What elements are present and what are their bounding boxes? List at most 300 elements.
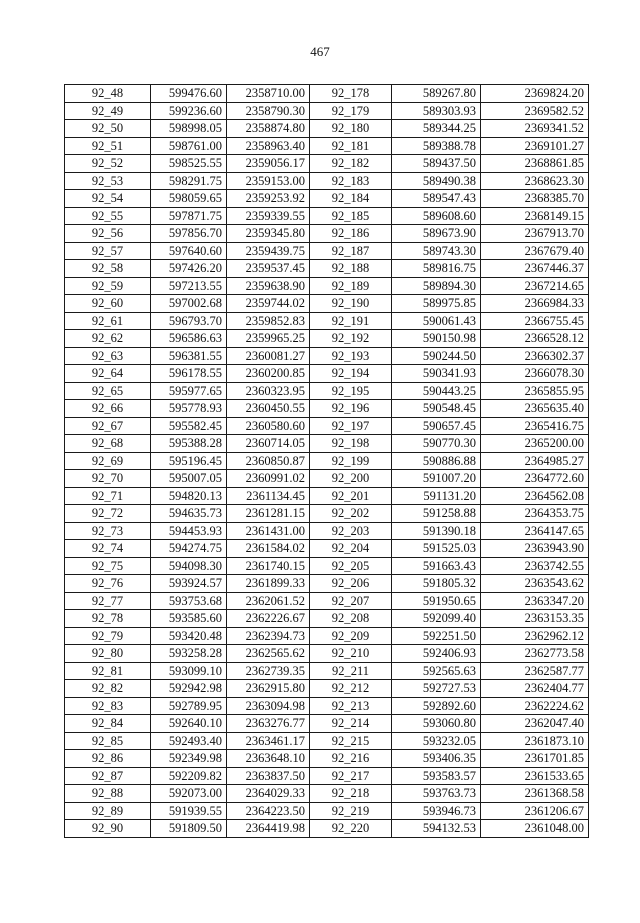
- y-coord-right-cell: 2369582.52: [481, 102, 589, 120]
- point-id-left-cell: 92_73: [65, 522, 151, 540]
- x-coord-left-cell: 598761.00: [151, 137, 227, 155]
- y-coord-right-cell: 2367679.40: [481, 242, 589, 260]
- x-coord-right-cell: 589975.85: [392, 295, 481, 313]
- y-coord-left-cell: 2359345.80: [227, 225, 310, 243]
- x-coord-left-cell: 596586.63: [151, 330, 227, 348]
- x-coord-left-cell: 591809.50: [151, 820, 227, 838]
- x-coord-right-cell: 589303.93: [392, 102, 481, 120]
- table-row: [65, 137, 589, 155]
- point-id-left-cell: 92_63: [65, 347, 151, 365]
- point-id-right-cell: 92_212: [310, 680, 392, 698]
- x-coord-right-cell: 589608.60: [392, 207, 481, 225]
- x-coord-right-cell: 593763.73: [392, 785, 481, 803]
- y-coord-left-cell: 2359439.75: [227, 242, 310, 260]
- point-id-right-cell: 92_202: [310, 505, 392, 523]
- point-id-left-cell: 92_62: [65, 330, 151, 348]
- y-coord-right-cell: 2365635.40: [481, 400, 589, 418]
- point-id-left-cell: 92_79: [65, 627, 151, 645]
- table-row: [65, 487, 589, 505]
- x-coord-left-cell: 595778.93: [151, 400, 227, 418]
- x-coord-left-cell: 595007.05: [151, 470, 227, 488]
- y-coord-right-cell: 2362224.62: [481, 697, 589, 715]
- point-id-left-cell: 92_52: [65, 155, 151, 173]
- point-id-left-cell: 92_85: [65, 732, 151, 750]
- y-coord-left-cell: 2360081.27: [227, 347, 310, 365]
- y-coord-left-cell: 2363461.17: [227, 732, 310, 750]
- point-id-right-cell: 92_218: [310, 785, 392, 803]
- x-coord-left-cell: 594635.73: [151, 505, 227, 523]
- table-row: [65, 85, 589, 103]
- point-id-right-cell: 92_194: [310, 365, 392, 383]
- table-row: [65, 470, 589, 488]
- y-coord-right-cell: 2366528.12: [481, 330, 589, 348]
- x-coord-right-cell: 594132.53: [392, 820, 481, 838]
- point-id-right-cell: 92_203: [310, 522, 392, 540]
- y-coord-right-cell: 2362773.58: [481, 645, 589, 663]
- x-coord-right-cell: 591663.43: [392, 557, 481, 575]
- table-row: [65, 452, 589, 470]
- point-id-left-cell: 92_90: [65, 820, 151, 838]
- y-coord-left-cell: 2359339.55: [227, 207, 310, 225]
- x-coord-left-cell: 595582.45: [151, 417, 227, 435]
- y-coord-left-cell: 2362061.52: [227, 592, 310, 610]
- x-coord-right-cell: 592099.40: [392, 610, 481, 628]
- x-coord-right-cell: 591525.03: [392, 540, 481, 558]
- table-row: [65, 680, 589, 698]
- y-coord-right-cell: 2369101.27: [481, 137, 589, 155]
- y-coord-right-cell: 2364562.08: [481, 487, 589, 505]
- point-id-right-cell: 92_189: [310, 277, 392, 295]
- x-coord-left-cell: 592209.82: [151, 767, 227, 785]
- y-coord-left-cell: 2362226.67: [227, 610, 310, 628]
- point-id-left-cell: 92_89: [65, 802, 151, 820]
- point-id-right-cell: 92_215: [310, 732, 392, 750]
- point-id-left-cell: 92_55: [65, 207, 151, 225]
- x-coord-left-cell: 598998.05: [151, 120, 227, 138]
- point-id-right-cell: 92_180: [310, 120, 392, 138]
- y-coord-right-cell: 2368149.15: [481, 207, 589, 225]
- x-coord-left-cell: 598291.75: [151, 172, 227, 190]
- table-row: [65, 207, 589, 225]
- y-coord-left-cell: 2362565.62: [227, 645, 310, 663]
- y-coord-right-cell: 2362587.77: [481, 662, 589, 680]
- y-coord-right-cell: 2369341.52: [481, 120, 589, 138]
- x-coord-left-cell: 597856.70: [151, 225, 227, 243]
- table-row: [65, 592, 589, 610]
- y-coord-right-cell: 2363153.35: [481, 610, 589, 628]
- x-coord-left-cell: 593924.57: [151, 575, 227, 593]
- y-coord-left-cell: 2361584.02: [227, 540, 310, 558]
- y-coord-left-cell: 2363094.98: [227, 697, 310, 715]
- point-id-right-cell: 92_178: [310, 85, 392, 103]
- table-row: [65, 347, 589, 365]
- y-coord-left-cell: 2359537.45: [227, 260, 310, 278]
- y-coord-left-cell: 2359852.83: [227, 312, 310, 330]
- point-id-right-cell: 92_198: [310, 435, 392, 453]
- point-id-right-cell: 92_188: [310, 260, 392, 278]
- y-coord-right-cell: 2362047.40: [481, 715, 589, 733]
- point-id-left-cell: 92_83: [65, 697, 151, 715]
- table-row: [65, 190, 589, 208]
- point-id-left-cell: 92_80: [65, 645, 151, 663]
- y-coord-right-cell: 2369824.20: [481, 85, 589, 103]
- y-coord-right-cell: 2366302.37: [481, 347, 589, 365]
- point-id-right-cell: 92_184: [310, 190, 392, 208]
- y-coord-left-cell: 2358874.80: [227, 120, 310, 138]
- point-id-left-cell: 92_48: [65, 85, 151, 103]
- coordinates-table-body: [65, 85, 589, 838]
- y-coord-left-cell: 2359965.25: [227, 330, 310, 348]
- table-row: [65, 435, 589, 453]
- x-coord-left-cell: 598525.55: [151, 155, 227, 173]
- y-coord-left-cell: 2359744.02: [227, 295, 310, 313]
- point-id-right-cell: 92_213: [310, 697, 392, 715]
- y-coord-right-cell: 2363943.90: [481, 540, 589, 558]
- x-coord-right-cell: 590061.43: [392, 312, 481, 330]
- point-id-right-cell: 92_193: [310, 347, 392, 365]
- point-id-right-cell: 92_183: [310, 172, 392, 190]
- point-id-right-cell: 92_220: [310, 820, 392, 838]
- point-id-right-cell: 92_187: [310, 242, 392, 260]
- x-coord-left-cell: 596793.70: [151, 312, 227, 330]
- point-id-right-cell: 92_199: [310, 452, 392, 470]
- point-id-right-cell: 92_197: [310, 417, 392, 435]
- point-id-left-cell: 92_65: [65, 382, 151, 400]
- y-coord-right-cell: 2365200.00: [481, 435, 589, 453]
- point-id-left-cell: 92_82: [65, 680, 151, 698]
- point-id-left-cell: 92_54: [65, 190, 151, 208]
- x-coord-left-cell: 597640.60: [151, 242, 227, 260]
- point-id-left-cell: 92_74: [65, 540, 151, 558]
- x-coord-left-cell: 592789.95: [151, 697, 227, 715]
- y-coord-right-cell: 2366078.30: [481, 365, 589, 383]
- x-coord-right-cell: 590886.88: [392, 452, 481, 470]
- table-row: [65, 732, 589, 750]
- table-row: [65, 662, 589, 680]
- point-id-left-cell: 92_57: [65, 242, 151, 260]
- point-id-right-cell: 92_205: [310, 557, 392, 575]
- x-coord-left-cell: 592493.40: [151, 732, 227, 750]
- point-id-right-cell: 92_192: [310, 330, 392, 348]
- point-id-right-cell: 92_207: [310, 592, 392, 610]
- point-id-left-cell: 92_75: [65, 557, 151, 575]
- y-coord-left-cell: 2361281.15: [227, 505, 310, 523]
- table-row: [65, 767, 589, 785]
- table-row: [65, 417, 589, 435]
- table-row: [65, 330, 589, 348]
- table-row: [65, 750, 589, 768]
- y-coord-left-cell: 2358790.30: [227, 102, 310, 120]
- point-id-right-cell: 92_182: [310, 155, 392, 173]
- table-row: [65, 505, 589, 523]
- table-row: [65, 697, 589, 715]
- x-coord-left-cell: 596381.55: [151, 347, 227, 365]
- y-coord-right-cell: 2363543.62: [481, 575, 589, 593]
- y-coord-left-cell: 2358963.40: [227, 137, 310, 155]
- point-id-left-cell: 92_66: [65, 400, 151, 418]
- point-id-right-cell: 92_185: [310, 207, 392, 225]
- x-coord-right-cell: 590548.45: [392, 400, 481, 418]
- point-id-left-cell: 92_87: [65, 767, 151, 785]
- x-coord-right-cell: 589344.25: [392, 120, 481, 138]
- table-row: [65, 540, 589, 558]
- point-id-left-cell: 92_77: [65, 592, 151, 610]
- x-coord-left-cell: 593420.48: [151, 627, 227, 645]
- x-coord-left-cell: 598059.65: [151, 190, 227, 208]
- x-coord-right-cell: 591007.20: [392, 470, 481, 488]
- x-coord-right-cell: 589388.78: [392, 137, 481, 155]
- y-coord-right-cell: 2361048.00: [481, 820, 589, 838]
- y-coord-left-cell: 2363648.10: [227, 750, 310, 768]
- table-row: [65, 522, 589, 540]
- y-coord-left-cell: 2359056.17: [227, 155, 310, 173]
- table-row: [65, 120, 589, 138]
- x-coord-right-cell: 589743.30: [392, 242, 481, 260]
- point-id-left-cell: 92_56: [65, 225, 151, 243]
- x-coord-left-cell: 597213.55: [151, 277, 227, 295]
- y-coord-left-cell: 2359253.92: [227, 190, 310, 208]
- y-coord-right-cell: 2368385.70: [481, 190, 589, 208]
- y-coord-right-cell: 2361701.85: [481, 750, 589, 768]
- x-coord-right-cell: 589673.90: [392, 225, 481, 243]
- x-coord-right-cell: 590150.98: [392, 330, 481, 348]
- x-coord-right-cell: 592892.60: [392, 697, 481, 715]
- x-coord-right-cell: 592406.93: [392, 645, 481, 663]
- x-coord-left-cell: 599476.60: [151, 85, 227, 103]
- x-coord-right-cell: 592251.50: [392, 627, 481, 645]
- y-coord-left-cell: 2362915.80: [227, 680, 310, 698]
- y-coord-left-cell: 2360580.60: [227, 417, 310, 435]
- x-coord-right-cell: 593232.05: [392, 732, 481, 750]
- point-id-left-cell: 92_71: [65, 487, 151, 505]
- y-coord-right-cell: 2368861.85: [481, 155, 589, 173]
- y-coord-right-cell: 2363742.55: [481, 557, 589, 575]
- y-coord-left-cell: 2361899.33: [227, 575, 310, 593]
- y-coord-right-cell: 2363347.20: [481, 592, 589, 610]
- x-coord-right-cell: 593406.35: [392, 750, 481, 768]
- y-coord-right-cell: 2365855.95: [481, 382, 589, 400]
- y-coord-left-cell: 2360850.87: [227, 452, 310, 470]
- table-row: [65, 382, 589, 400]
- table-row: [65, 820, 589, 838]
- point-id-right-cell: 92_195: [310, 382, 392, 400]
- x-coord-right-cell: 589490.38: [392, 172, 481, 190]
- x-coord-right-cell: 590443.25: [392, 382, 481, 400]
- y-coord-left-cell: 2360200.85: [227, 365, 310, 383]
- point-id-right-cell: 92_200: [310, 470, 392, 488]
- x-coord-right-cell: 593583.57: [392, 767, 481, 785]
- x-coord-left-cell: 592640.10: [151, 715, 227, 733]
- table-row: [65, 295, 589, 313]
- point-id-right-cell: 92_179: [310, 102, 392, 120]
- point-id-left-cell: 92_50: [65, 120, 151, 138]
- y-coord-left-cell: 2362739.35: [227, 662, 310, 680]
- x-coord-left-cell: 593099.10: [151, 662, 227, 680]
- x-coord-right-cell: 593946.73: [392, 802, 481, 820]
- point-id-right-cell: 92_211: [310, 662, 392, 680]
- point-id-left-cell: 92_88: [65, 785, 151, 803]
- x-coord-right-cell: 591131.20: [392, 487, 481, 505]
- point-id-left-cell: 92_53: [65, 172, 151, 190]
- x-coord-left-cell: 594453.93: [151, 522, 227, 540]
- y-coord-left-cell: 2361740.15: [227, 557, 310, 575]
- point-id-left-cell: 92_68: [65, 435, 151, 453]
- x-coord-left-cell: 593753.68: [151, 592, 227, 610]
- y-coord-right-cell: 2362404.77: [481, 680, 589, 698]
- point-id-right-cell: 92_181: [310, 137, 392, 155]
- y-coord-right-cell: 2366755.45: [481, 312, 589, 330]
- page-number: 467: [310, 44, 330, 59]
- y-coord-left-cell: 2360991.02: [227, 470, 310, 488]
- x-coord-right-cell: 590657.45: [392, 417, 481, 435]
- point-id-left-cell: 92_60: [65, 295, 151, 313]
- x-coord-left-cell: 596178.55: [151, 365, 227, 383]
- x-coord-right-cell: 593060.80: [392, 715, 481, 733]
- point-id-right-cell: 92_196: [310, 400, 392, 418]
- x-coord-left-cell: 597426.20: [151, 260, 227, 278]
- y-coord-right-cell: 2361873.10: [481, 732, 589, 750]
- y-coord-right-cell: 2364772.60: [481, 470, 589, 488]
- y-coord-left-cell: 2360323.95: [227, 382, 310, 400]
- table-row: [65, 610, 589, 628]
- point-id-right-cell: 92_190: [310, 295, 392, 313]
- y-coord-right-cell: 2364147.65: [481, 522, 589, 540]
- x-coord-left-cell: 594274.75: [151, 540, 227, 558]
- x-coord-left-cell: 594098.30: [151, 557, 227, 575]
- point-id-left-cell: 92_78: [65, 610, 151, 628]
- point-id-right-cell: 92_204: [310, 540, 392, 558]
- y-coord-right-cell: 2364985.27: [481, 452, 589, 470]
- x-coord-left-cell: 595388.28: [151, 435, 227, 453]
- y-coord-left-cell: 2363276.77: [227, 715, 310, 733]
- y-coord-right-cell: 2361368.58: [481, 785, 589, 803]
- x-coord-left-cell: 597871.75: [151, 207, 227, 225]
- table-row: [65, 365, 589, 383]
- x-coord-left-cell: 595977.65: [151, 382, 227, 400]
- y-coord-left-cell: 2361134.45: [227, 487, 310, 505]
- y-coord-left-cell: 2360450.55: [227, 400, 310, 418]
- y-coord-left-cell: 2359638.90: [227, 277, 310, 295]
- y-coord-right-cell: 2364353.75: [481, 505, 589, 523]
- x-coord-left-cell: 593585.60: [151, 610, 227, 628]
- point-id-right-cell: 92_209: [310, 627, 392, 645]
- point-id-right-cell: 92_214: [310, 715, 392, 733]
- x-coord-left-cell: 599236.60: [151, 102, 227, 120]
- y-coord-left-cell: 2364029.33: [227, 785, 310, 803]
- table-row: [65, 260, 589, 278]
- point-id-right-cell: 92_219: [310, 802, 392, 820]
- point-id-right-cell: 92_210: [310, 645, 392, 663]
- point-id-left-cell: 92_64: [65, 365, 151, 383]
- x-coord-left-cell: 592942.98: [151, 680, 227, 698]
- point-id-right-cell: 92_217: [310, 767, 392, 785]
- y-coord-right-cell: 2366984.33: [481, 295, 589, 313]
- table-row: [65, 627, 589, 645]
- x-coord-right-cell: 589816.75: [392, 260, 481, 278]
- point-id-right-cell: 92_191: [310, 312, 392, 330]
- x-coord-left-cell: 595196.45: [151, 452, 227, 470]
- x-coord-right-cell: 589547.43: [392, 190, 481, 208]
- x-coord-right-cell: 590341.93: [392, 365, 481, 383]
- y-coord-left-cell: 2359153.00: [227, 172, 310, 190]
- y-coord-right-cell: 2362962.12: [481, 627, 589, 645]
- y-coord-right-cell: 2367214.65: [481, 277, 589, 295]
- table-row: [65, 172, 589, 190]
- point-id-left-cell: 92_70: [65, 470, 151, 488]
- x-coord-right-cell: 591805.32: [392, 575, 481, 593]
- table-row: [65, 575, 589, 593]
- point-id-right-cell: 92_216: [310, 750, 392, 768]
- point-id-left-cell: 92_49: [65, 102, 151, 120]
- y-coord-left-cell: 2363837.50: [227, 767, 310, 785]
- y-coord-right-cell: 2367913.70: [481, 225, 589, 243]
- table-row: [65, 242, 589, 260]
- point-id-left-cell: 92_59: [65, 277, 151, 295]
- x-coord-right-cell: 591258.88: [392, 505, 481, 523]
- y-coord-right-cell: 2365416.75: [481, 417, 589, 435]
- point-id-left-cell: 92_81: [65, 662, 151, 680]
- point-id-right-cell: 92_208: [310, 610, 392, 628]
- x-coord-right-cell: 589437.50: [392, 155, 481, 173]
- x-coord-right-cell: 591390.18: [392, 522, 481, 540]
- x-coord-left-cell: 597002.68: [151, 295, 227, 313]
- table-row: [65, 645, 589, 663]
- table-row: [65, 277, 589, 295]
- y-coord-left-cell: 2364419.98: [227, 820, 310, 838]
- x-coord-left-cell: 592349.98: [151, 750, 227, 768]
- y-coord-right-cell: 2368623.30: [481, 172, 589, 190]
- table-row: [65, 785, 589, 803]
- y-coord-right-cell: 2361533.65: [481, 767, 589, 785]
- point-id-left-cell: 92_72: [65, 505, 151, 523]
- y-coord-right-cell: 2361206.67: [481, 802, 589, 820]
- point-id-left-cell: 92_86: [65, 750, 151, 768]
- x-coord-right-cell: 592727.53: [392, 680, 481, 698]
- y-coord-right-cell: 2367446.37: [481, 260, 589, 278]
- coordinates-table: [64, 84, 589, 838]
- x-coord-right-cell: 590770.30: [392, 435, 481, 453]
- x-coord-left-cell: 591939.55: [151, 802, 227, 820]
- table-row: [65, 225, 589, 243]
- y-coord-left-cell: 2360714.05: [227, 435, 310, 453]
- table-row: [65, 400, 589, 418]
- point-id-right-cell: 92_186: [310, 225, 392, 243]
- table-row: [65, 312, 589, 330]
- table-row: [65, 715, 589, 733]
- point-id-left-cell: 92_67: [65, 417, 151, 435]
- y-coord-left-cell: 2361431.00: [227, 522, 310, 540]
- x-coord-right-cell: 590244.50: [392, 347, 481, 365]
- y-coord-left-cell: 2362394.73: [227, 627, 310, 645]
- y-coord-left-cell: 2358710.00: [227, 85, 310, 103]
- point-id-left-cell: 92_61: [65, 312, 151, 330]
- point-id-left-cell: 92_84: [65, 715, 151, 733]
- x-coord-right-cell: 589267.80: [392, 85, 481, 103]
- point-id-right-cell: 92_206: [310, 575, 392, 593]
- point-id-left-cell: 92_51: [65, 137, 151, 155]
- table-row: [65, 557, 589, 575]
- table-row: [65, 102, 589, 120]
- point-id-left-cell: 92_58: [65, 260, 151, 278]
- point-id-right-cell: 92_201: [310, 487, 392, 505]
- x-coord-right-cell: 592565.63: [392, 662, 481, 680]
- x-coord-left-cell: 594820.13: [151, 487, 227, 505]
- x-coord-right-cell: 591950.65: [392, 592, 481, 610]
- point-id-left-cell: 92_76: [65, 575, 151, 593]
- x-coord-left-cell: 593258.28: [151, 645, 227, 663]
- table-row: [65, 802, 589, 820]
- table-row: [65, 155, 589, 173]
